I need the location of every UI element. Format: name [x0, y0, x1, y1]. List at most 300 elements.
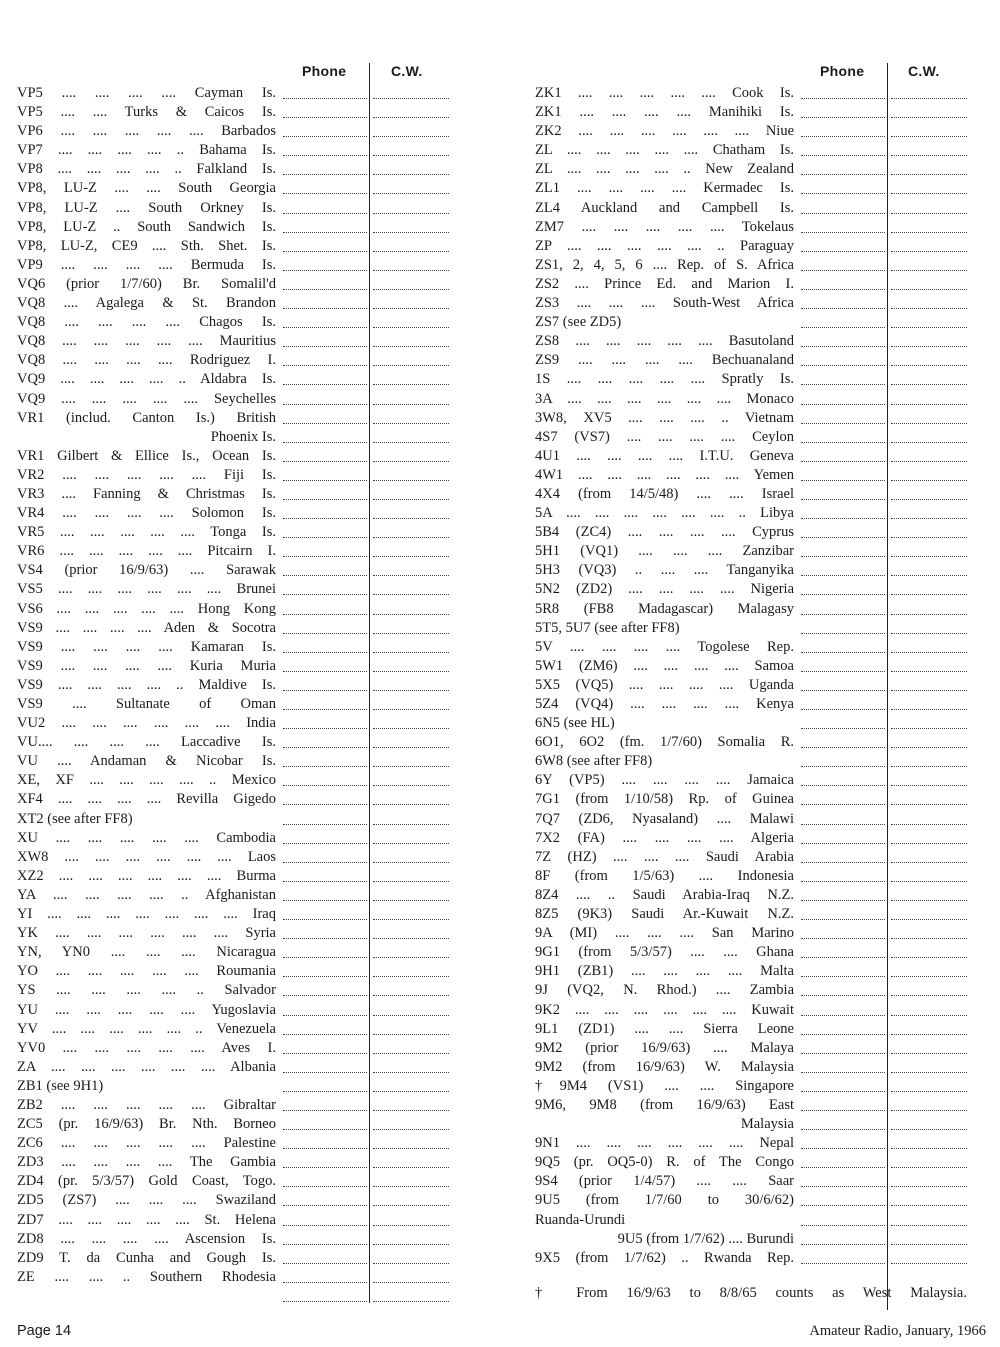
country-entry: 9J (VQ2, N. Rhod.) .... Zambia	[535, 982, 794, 999]
country-entry: Ruanda-Urundi	[535, 1211, 626, 1228]
cw-field	[373, 174, 449, 175]
cw-field	[891, 404, 967, 405]
phone-field	[801, 423, 885, 424]
table-row	[535, 962, 967, 981]
country-entry: ZS9 .... .... .... .... Bechuanaland	[535, 352, 794, 369]
cw-field	[373, 1091, 449, 1092]
country-entry: 3W8, XV5 .... .... .... .. Vietnam	[535, 409, 794, 426]
country-entry: VS5 .... .... .... .... .... .... Brunei	[17, 581, 276, 598]
phone-field	[801, 1129, 885, 1130]
country-entry: VP8, LU-Z .... .... South Georgia	[17, 180, 276, 197]
table-row	[17, 657, 449, 676]
country-entry: 9U5 (from 1/7/62) .... Burundi	[617, 1230, 794, 1247]
phone-field	[801, 1225, 885, 1226]
cw-field	[891, 174, 967, 175]
country-entry: VS9 .... .... .... .... Aden & Socotra	[17, 619, 276, 636]
country-entry: ZB2 .... .... .... .... .... Gibraltar	[17, 1096, 276, 1113]
phone-field	[283, 1148, 367, 1149]
table-row	[17, 867, 449, 886]
cw-field	[891, 1205, 967, 1206]
country-entry: VR1 Gilbert & Ellice Is., Ocean Is.	[17, 447, 276, 464]
table-row	[535, 523, 967, 542]
cw-field	[891, 98, 967, 99]
phone-field	[801, 862, 885, 863]
country-entry: ZB1 (see 9H1)	[17, 1077, 104, 1094]
country-entry: VQ8 .... Agalega & St. Brandon	[17, 295, 276, 312]
table-row	[535, 943, 967, 962]
phone-field	[283, 1091, 367, 1092]
country-entry: ZS7 (see ZD5)	[535, 314, 622, 331]
cw-field	[891, 614, 967, 615]
country-entry: 9G1 (from 5/3/57) .... .... Ghana	[535, 944, 794, 961]
cw-field	[373, 1301, 449, 1302]
table-row	[535, 160, 967, 179]
table-row	[535, 313, 967, 332]
phone-field	[801, 824, 885, 825]
table-row	[17, 905, 449, 924]
table-row	[535, 179, 967, 198]
page-number: Page 14	[17, 1323, 72, 1339]
phone-field	[801, 690, 885, 691]
country-entry: ZD5 (ZS7) .... .... .... Swaziland	[17, 1192, 276, 1209]
table-row	[535, 714, 967, 733]
cw-field	[891, 1244, 967, 1245]
phone-field	[283, 251, 367, 252]
left-column-header	[17, 63, 449, 83]
cw-field	[891, 193, 967, 194]
cw-field	[891, 900, 967, 901]
phone-field	[283, 327, 367, 328]
country-entry: 7Z (HZ) .... .... .... Saudi Arabia	[535, 848, 794, 865]
phone-field	[283, 289, 367, 290]
country-entry: ZL .... .... .... .... .. New Zealand	[535, 161, 794, 178]
cw-field	[891, 785, 967, 786]
table-row	[17, 1115, 449, 1134]
phone-field	[801, 919, 885, 920]
phone-field	[283, 98, 367, 99]
cw-field	[373, 480, 449, 481]
phone-field	[283, 614, 367, 615]
table-row	[17, 1001, 449, 1020]
table-row	[17, 199, 449, 218]
phone-field	[801, 442, 885, 443]
cw-field	[373, 1282, 449, 1283]
table-row	[17, 351, 449, 370]
country-entry: 8Z4 .... .. Saudi Arabia-Iraq N.Z.	[535, 886, 794, 903]
phone-field	[801, 346, 885, 347]
phone-field	[283, 1034, 367, 1035]
cw-field	[373, 862, 449, 863]
cw-field	[373, 117, 449, 118]
table-row	[535, 199, 967, 218]
publication-credit: Amateur Radio, January, 1966	[809, 1323, 986, 1339]
table-row	[535, 466, 967, 485]
country-entry: 5T5, 5U7 (see after FF8)	[535, 619, 680, 636]
phone-field	[801, 1015, 885, 1016]
country-entry: 9H1 (ZB1) .... .... .... .... Malta	[535, 963, 794, 980]
cw-field	[373, 346, 449, 347]
country-entry: VP8, LU-Z, CE9 .... Sth. Shet. Is.	[17, 237, 276, 254]
cw-field	[373, 1244, 449, 1245]
cw-field	[891, 1225, 967, 1226]
table-row	[17, 485, 449, 504]
cw-field	[373, 1015, 449, 1016]
country-entry: 9Q5 (pr. OQ5-0) R. of The Congo	[535, 1154, 794, 1171]
country-entry: 9L1 (ZD1) .... .... Sierra Leone	[535, 1020, 794, 1037]
phone-field	[801, 633, 885, 634]
phone-field	[283, 938, 367, 939]
table-row	[17, 733, 449, 752]
table-row	[535, 542, 967, 561]
country-entry: YU .... .... .... .... .... Yugoslavia	[17, 1001, 276, 1018]
country-entry: ZS2 .... Prince Ed. and Marion I.	[535, 275, 794, 292]
phone-header: Phone	[820, 63, 865, 79]
country-entry: XZ2 .... .... .... .... .... .... Burma	[17, 867, 276, 884]
phone-field	[801, 671, 885, 672]
cw-field	[373, 155, 449, 156]
table-row	[535, 1249, 967, 1268]
table-row	[535, 332, 967, 351]
cw-field	[891, 327, 967, 328]
phone-field	[801, 881, 885, 882]
table-row	[535, 351, 967, 370]
table-row	[535, 886, 967, 905]
country-entry: ZE .... .... .. Southern Rhodesia	[17, 1268, 276, 1285]
phone-field	[801, 728, 885, 729]
table-row	[535, 409, 967, 428]
phone-field	[283, 346, 367, 347]
country-entry: 4U1 .... .... .... .... I.T.U. Geneva	[535, 447, 794, 464]
cw-field	[891, 117, 967, 118]
cw-field	[373, 1148, 449, 1149]
phone-field	[283, 1205, 367, 1206]
table-row	[535, 771, 967, 790]
cw-field	[891, 346, 967, 347]
country-entry: XW8 .... .... .... .... .... .... Laos	[17, 848, 276, 865]
country-entry: 6W8 (see after FF8)	[535, 753, 653, 770]
country-entry: VQ9 .... .... .... .... .. Aldabra Is.	[17, 371, 276, 388]
cw-field	[891, 690, 967, 691]
table-row	[17, 1096, 449, 1115]
country-entry: ZC5 (pr. 16/9/63) Br. Nth. Borneo	[17, 1116, 276, 1133]
table-row	[17, 848, 449, 867]
cw-field	[373, 614, 449, 615]
country-entry: 9M6, 9M8 (from 16/9/63) East	[535, 1096, 794, 1113]
cw-field	[373, 919, 449, 920]
cw-field	[891, 1186, 967, 1187]
country-entry: VR1 (includ. Canton Is.) British	[17, 409, 276, 426]
country-entry: VR2 .... .... .... .... .... Fiji Is.	[17, 466, 276, 483]
phone-field	[283, 900, 367, 901]
table-row	[17, 1249, 449, 1268]
cw-field	[373, 1053, 449, 1054]
cw-field	[373, 1186, 449, 1187]
country-entry: ZD4 (pr. 5/3/57) Gold Coast, Togo.	[17, 1173, 276, 1190]
phone-field	[801, 1034, 885, 1035]
table-row	[17, 962, 449, 981]
country-entry: 6N5 (see HL)	[535, 715, 615, 732]
cw-field	[891, 652, 967, 653]
table-row	[535, 141, 967, 160]
cw-field	[891, 1053, 967, 1054]
country-entry: VP8, LU-Z .... South Orkney Is.	[17, 199, 276, 216]
country-entry: VU .... Andaman & Nicobar Is.	[17, 753, 276, 770]
table-row	[17, 771, 449, 790]
table-row	[535, 1172, 967, 1191]
country-entry: YV .... .... .... .... .... .. Venezuela	[17, 1020, 276, 1037]
phone-field	[801, 1167, 885, 1168]
phone-field	[283, 862, 367, 863]
phone-field	[801, 270, 885, 271]
cw-field	[891, 995, 967, 996]
table-row	[17, 84, 449, 103]
cw-field	[891, 232, 967, 233]
table-row	[535, 237, 967, 256]
country-entry: VR4 .... .... .... .... Solomon Is.	[17, 505, 276, 522]
table-row	[17, 313, 449, 332]
country-entry: 6Y (VP5) .... .... .... .... Jamaica	[535, 772, 794, 789]
table-row	[535, 485, 967, 504]
country-entry: VS9 .... Sultanate of Oman	[17, 696, 276, 712]
phone-field	[283, 1263, 367, 1264]
table-row	[535, 428, 967, 447]
cw-field	[891, 976, 967, 977]
table-row	[535, 390, 967, 409]
phone-field	[801, 900, 885, 901]
table-row	[17, 428, 449, 447]
country-entry: 9M2 (prior 16/9/63) .... Malaya	[535, 1039, 794, 1056]
country-entry: XF4 .... .... .... .... Revilla Gigedo	[17, 791, 276, 808]
phone-field	[283, 461, 367, 462]
country-entry: ZL .... .... .... .... .... Chatham Is.	[535, 142, 794, 159]
phone-field	[283, 881, 367, 882]
left-entry-list	[17, 84, 449, 1306]
table-row	[535, 848, 967, 867]
phone-field	[283, 1053, 367, 1054]
table-row	[535, 504, 967, 523]
country-entry: 4X4 (from 14/5/48) .... .... Israel	[535, 485, 794, 502]
country-entry: XE, XF .... .... .... .... .. Mexico	[17, 772, 276, 789]
table-row	[535, 810, 967, 829]
cw-field	[891, 289, 967, 290]
table-row	[535, 275, 967, 294]
table-row	[535, 657, 967, 676]
table-row	[535, 370, 967, 389]
country-entry: 9X5 (from 1/7/62) .. Rwanda Rep.	[535, 1249, 794, 1266]
table-row	[17, 370, 449, 389]
phone-field	[801, 709, 885, 710]
table-row	[17, 1172, 449, 1191]
phone-field	[801, 213, 885, 214]
cw-field	[891, 766, 967, 767]
phone-field	[801, 404, 885, 405]
phone-field	[283, 747, 367, 748]
phone-field	[283, 843, 367, 844]
table-row	[17, 790, 449, 809]
phone-field	[801, 843, 885, 844]
table-row	[17, 638, 449, 657]
table-row	[535, 733, 967, 752]
country-entry: VU.... .... .... .... Laccadive Is.	[17, 734, 276, 751]
phone-field	[283, 766, 367, 767]
cw-field	[373, 270, 449, 271]
country-entry: 4W1 .... .... .... .... .... .... Yemen	[535, 466, 794, 483]
cw-field	[373, 957, 449, 958]
phone-field	[801, 384, 885, 385]
table-row	[535, 1039, 967, 1058]
phone-field	[283, 671, 367, 672]
cw-field	[891, 308, 967, 309]
country-entry: 9S4 (prior 1/4/57) .... .... Saar	[535, 1173, 794, 1190]
cw-field	[891, 824, 967, 825]
phone-field	[801, 98, 885, 99]
phone-field	[801, 232, 885, 233]
table-row	[17, 1268, 449, 1287]
country-entry: YO .... .... .... .... .... Roumania	[17, 963, 276, 980]
table-row	[17, 1020, 449, 1039]
country-entry: 8F (from 1/5/63) .... Indonesia	[535, 867, 794, 884]
country-entry: 5W1 (ZM6) .... .... .... .... Samoa	[535, 657, 794, 674]
phone-field	[283, 785, 367, 786]
phone-field	[283, 423, 367, 424]
country-entry	[17, 1287, 276, 1306]
country-entry: VQ9 .... .... .... .... .... Seychelles	[17, 390, 276, 407]
table-row	[17, 676, 449, 695]
cw-field	[373, 575, 449, 576]
phone-field	[801, 518, 885, 519]
cw-field	[891, 537, 967, 538]
table-row	[17, 1134, 449, 1153]
cw-field	[373, 1263, 449, 1264]
cw-field	[373, 1034, 449, 1035]
cw-field	[891, 251, 967, 252]
country-entry: VP6 .... .... .... .... .... Barbados	[17, 123, 276, 140]
country-entry: VQ8 .... .... .... .... Rodriguez I.	[17, 352, 276, 369]
phone-field	[283, 575, 367, 576]
cw-field	[373, 308, 449, 309]
country-entry: ZD3 .... .... .... .... The Gambia	[17, 1154, 276, 1171]
table-row	[17, 580, 449, 599]
country-entry: VP9 .... .... .... .... Bermuda Is.	[17, 256, 276, 273]
cw-field	[373, 671, 449, 672]
country-entry: 5B4 (ZC4) .... .... .... .... Cyprus	[535, 524, 794, 541]
phone-field	[283, 480, 367, 481]
table-row	[17, 714, 449, 733]
cw-field	[373, 499, 449, 500]
right-entry-list	[535, 84, 967, 1268]
country-entry: ZM7 .... .... .... .... .... Tokelaus	[535, 218, 794, 235]
table-row	[17, 619, 449, 638]
phone-field	[283, 442, 367, 443]
table-row	[17, 924, 449, 943]
table-row	[535, 218, 967, 237]
country-entry: 7X2 (FA) .... .... .... .... Algeria	[535, 829, 794, 846]
table-row	[17, 447, 449, 466]
phone-field	[801, 1072, 885, 1073]
phone-field	[283, 518, 367, 519]
cw-field	[373, 136, 449, 137]
table-row	[535, 829, 967, 848]
table-row	[17, 886, 449, 905]
phone-field	[801, 594, 885, 595]
cw-field	[373, 423, 449, 424]
table-row	[535, 103, 967, 122]
table-row	[535, 122, 967, 141]
table-row	[535, 1001, 967, 1020]
country-entry: VP5 .... .... Turks & Caicos Is.	[17, 104, 276, 121]
country-entry: VR3 .... Fanning & Christmas Is.	[17, 485, 276, 502]
phone-field	[283, 499, 367, 500]
phone-field	[801, 365, 885, 366]
table-row	[535, 580, 967, 599]
country-entry: ZD7 .... .... .... .... .... St. Helena	[17, 1211, 276, 1228]
country-entry: 1S .... .... .... .... .... Spratly Is.	[535, 371, 794, 388]
table-row	[17, 600, 449, 619]
country-entry: 5N2 (ZD2) .... .... .... .... Nigeria	[535, 581, 794, 598]
cw-field	[891, 1148, 967, 1149]
phone-field	[283, 213, 367, 214]
country-entry: YA .... .... .... .... .. Afghanistan	[17, 886, 276, 903]
country-entry: VP7 .... .... .... .... .. Bahama Is.	[17, 142, 276, 159]
phone-field	[283, 537, 367, 538]
country-entry: ZC6 .... .... .... .... .... Palestine	[17, 1135, 276, 1152]
phone-field	[283, 824, 367, 825]
phone-field	[801, 308, 885, 309]
table-row	[17, 943, 449, 962]
cw-field	[373, 442, 449, 443]
country-entry: 5X5 (VQ5) .... .... .... .... Uganda	[535, 676, 794, 693]
phone-field	[283, 1015, 367, 1016]
phone-field	[283, 594, 367, 595]
cw-field	[373, 461, 449, 462]
phone-field	[801, 556, 885, 557]
cw-field	[891, 804, 967, 805]
country-entry: Malaysia	[740, 1116, 794, 1133]
table-row	[17, 752, 449, 771]
cw-field	[373, 193, 449, 194]
table-row	[535, 695, 967, 714]
phone-field	[801, 938, 885, 939]
phone-field	[283, 1282, 367, 1283]
cw-field	[891, 518, 967, 519]
table-row	[17, 542, 449, 561]
cw-field	[373, 995, 449, 996]
country-entry: ZS3 .... .... .... South-West Africa	[535, 295, 794, 312]
phone-field	[283, 1072, 367, 1073]
phone-field	[801, 1186, 885, 1187]
country-entry: VP8, LU-Z .. South Sandwich Is.	[17, 218, 276, 235]
phone-field	[801, 1205, 885, 1206]
table-row	[535, 256, 967, 275]
phone-field	[801, 289, 885, 290]
table-row	[535, 1058, 967, 1077]
table-row	[535, 1134, 967, 1153]
cw-field	[373, 232, 449, 233]
country-entry: 6O1, 6O2 (fm. 1/7/60) Somalia R.	[535, 734, 794, 751]
country-entry: XT2 (see after FF8)	[17, 810, 133, 827]
table-row	[535, 1096, 967, 1115]
phone-field	[283, 1167, 367, 1168]
country-entry: VQ6 (prior 1/7/60) Br. Somalil'd	[17, 275, 276, 292]
cw-field	[891, 747, 967, 748]
country-entry: VS4 (prior 16/9/63) .... Sarawak	[17, 562, 276, 579]
phone-field	[283, 136, 367, 137]
country-entry: YN, YN0 .... .... .... Nicaragua	[17, 944, 276, 961]
country-entry: YI .... .... .... .... .... .... .... Iraq	[17, 906, 276, 923]
country-entry: 5H1 (VQ1) .... .... .... Zanzibar	[535, 543, 794, 560]
phone-field	[801, 193, 885, 194]
country-entry: VQ8 .... .... .... .... Chagos Is.	[17, 314, 276, 331]
